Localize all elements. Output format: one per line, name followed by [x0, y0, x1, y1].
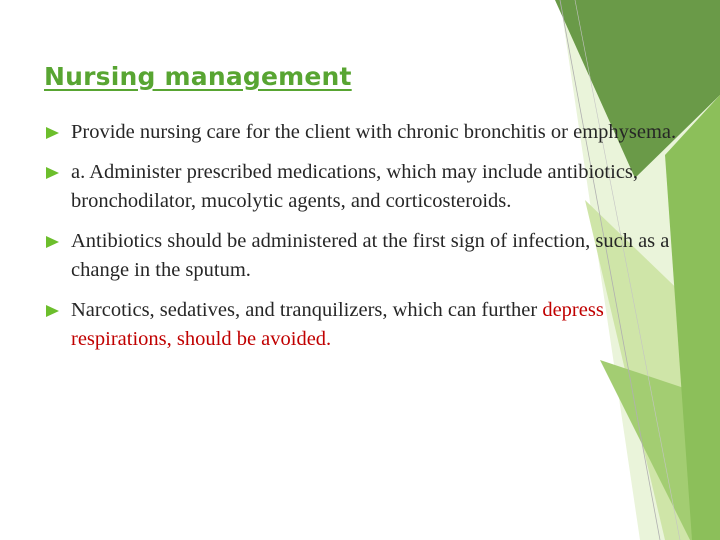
bullet-list: [46, 118, 686, 365]
bullet-text-highlight: depress respirations, should be avoided.: [71, 298, 604, 350]
bullet-item: [46, 158, 686, 217]
bullet-text: Antibiotics should be administered at the first sign of infection, such as a change in the sputum.: [71, 229, 670, 281]
bullet-arrow-icon: [46, 167, 59, 179]
bullet-arrow-icon: [46, 305, 59, 317]
slide-title: Nursing management: [44, 62, 352, 91]
bullet-arrow-icon: [46, 127, 59, 139]
bullet-item: [46, 296, 686, 355]
bullet-item: [46, 118, 686, 148]
bullet-text: a. Administer prescribed medications, which may include antibiotics, bronchodilator, mucolytic agents, and corticosteroids.: [71, 160, 639, 212]
bullet-text: Provide nursing care for the client with chronic bronchitis or emphysema.: [71, 121, 677, 143]
bullet-text: Narcotics, sedatives, and tranquilizers, which can further: [71, 298, 543, 321]
bullet-item: [46, 227, 686, 286]
bullet-arrow-icon: [46, 236, 59, 248]
